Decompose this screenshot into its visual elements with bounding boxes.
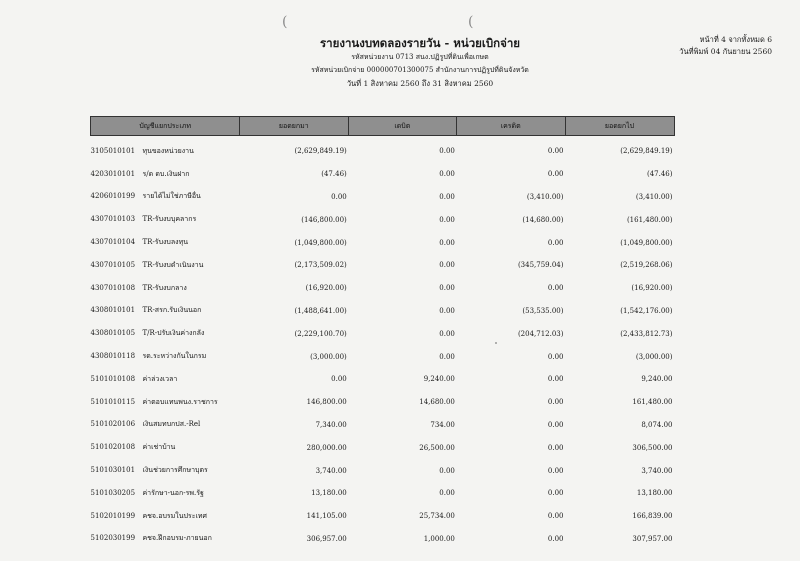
brought-forward-cell: 7,340.00 xyxy=(315,420,347,429)
carried-forward-cell: (161,480.00) xyxy=(626,215,673,224)
brought-forward-cell: 13,180.00 xyxy=(311,489,347,498)
table-row xyxy=(91,436,675,459)
account-cell xyxy=(91,277,240,300)
account-name: TR-รับงบดำเนินงาน xyxy=(142,260,204,269)
brought-forward-cell: (2,229,100.70) xyxy=(294,329,347,338)
account-name: ค่ารักษา-นอก-รพ.รัฐ xyxy=(142,488,204,497)
debit-cell: 0.00 xyxy=(439,238,455,247)
scan-mark: ( xyxy=(468,14,474,30)
account-cell xyxy=(91,300,240,323)
carried-forward-cell: (1,049,800.00) xyxy=(620,238,673,247)
account-name: คชจ.ฝึกอบรม-ภายนอก xyxy=(142,534,212,543)
carried-forward-cell: 161,480.00 xyxy=(632,398,673,407)
debit-cell: 25,734.00 xyxy=(419,512,455,521)
brought-forward-cell: (1,488,641.00) xyxy=(294,306,347,315)
table-row xyxy=(91,528,675,551)
credit-cell: 0.00 xyxy=(547,238,564,247)
account-name: ค่าเช่าบ้าน xyxy=(142,443,176,452)
account-name: T/R-ปรับเงินค่างกลัง xyxy=(142,329,205,338)
brought-forward-cell: (2,629,849.19) xyxy=(294,147,347,156)
account-code: 5102030199 xyxy=(90,534,136,543)
debit-cell: 0.00 xyxy=(439,352,455,361)
col-header-carried-forward: ยอดยกไป xyxy=(566,117,675,136)
account-code: 4308010101 xyxy=(90,306,136,315)
page-number: หน้าที่ 4 จากทั้งหมด 6 xyxy=(699,35,772,44)
credit-cell: 0.00 xyxy=(547,489,564,498)
report-title: รายงานงบทดลองรายวัน - หน่วยเบิกจ่าย xyxy=(319,36,521,50)
credit-cell: (345,759.04) xyxy=(517,261,564,270)
carried-forward-cell: 8,074.00 xyxy=(641,420,673,429)
account-name: รด.ระหว่างกันในกรม xyxy=(142,352,207,361)
debit-cell: 0.00 xyxy=(439,215,455,224)
credit-cell: 0.00 xyxy=(547,512,564,521)
account-name: เงินสมทบกปส.-Rel xyxy=(142,420,201,429)
account-code: 4203010101 xyxy=(90,169,136,178)
credit-cell: 0.00 xyxy=(547,284,564,293)
carried-forward-cell: (16,920.00) xyxy=(631,284,673,293)
account-name: ค่าล่วงเวลา xyxy=(142,374,178,383)
report-period: วันที่ 1 สิงหาคม 2560 ถึง 31 สิงหาคม 2560 xyxy=(346,79,494,88)
account-name: คชจ.อบรมในประเทศ xyxy=(142,511,207,520)
account-code: 5101030101 xyxy=(90,466,136,475)
account-code: 3105010101 xyxy=(90,146,136,155)
credit-cell: (14,680.00) xyxy=(522,215,564,224)
col-header-credit: เครดิต xyxy=(457,117,566,136)
carried-forward-cell: (3,410.00) xyxy=(635,192,673,201)
table-row xyxy=(91,505,675,528)
credit-cell: 0.00 xyxy=(547,352,564,361)
account-name: TR-รับงบลงทุน xyxy=(142,238,188,247)
table-row xyxy=(91,345,675,368)
account-cell xyxy=(91,482,240,505)
brought-forward-cell: 3,740.00 xyxy=(315,466,347,475)
brought-forward-cell: 141,105.00 xyxy=(306,512,347,521)
account-cell xyxy=(91,231,240,254)
account-code: 4307010108 xyxy=(90,283,136,292)
account-name: TR-รับงบบุคลากร xyxy=(142,215,197,224)
table-row xyxy=(91,391,675,414)
debit-cell: 0.00 xyxy=(439,329,455,338)
agency-line: รหัสหน่วยงาน 0713 สนง.ปฏิรูปที่ดินเพื่อเกษต xyxy=(351,53,489,61)
account-cell xyxy=(91,136,240,163)
table-row xyxy=(91,163,675,186)
account-cell xyxy=(91,345,240,368)
credit-cell: 0.00 xyxy=(547,398,564,407)
credit-cell: 0.00 xyxy=(547,147,564,156)
debit-cell: 14,680.00 xyxy=(419,398,455,407)
account-cell xyxy=(91,391,240,414)
carried-forward-cell: (2,433,812.73) xyxy=(620,329,673,338)
account-cell xyxy=(91,163,240,186)
account-cell xyxy=(91,505,240,528)
table-row xyxy=(91,322,675,345)
unit-line: รหัสหน่วยเบิกจ่าย 000000701300075 สำนักงานการปฏิรูปที่ดินจังหวัด xyxy=(311,66,529,74)
carried-forward-cell: (2,629,849.19) xyxy=(620,147,673,156)
account-name: TR-สรก.รับเงินนอก xyxy=(142,306,202,315)
account-code: 5101010115 xyxy=(90,397,136,406)
account-code: 5101020108 xyxy=(90,443,136,452)
credit-cell: (3,410.00) xyxy=(526,192,564,201)
table-row xyxy=(91,186,675,209)
brought-forward-cell: (16,920.00) xyxy=(305,284,347,293)
account-cell xyxy=(91,368,240,391)
table-row xyxy=(91,368,675,391)
carried-forward-cell: (2,519,268.06) xyxy=(620,261,673,270)
table-row xyxy=(91,277,675,300)
account-code: 5101020106 xyxy=(90,420,136,429)
debit-cell: 0.00 xyxy=(439,147,455,156)
credit-cell: 0.00 xyxy=(547,420,564,429)
debit-cell: 1,000.00 xyxy=(423,534,455,543)
col-header-account: บัญชีแยกประเภท xyxy=(91,117,240,136)
account-cell xyxy=(91,208,240,231)
credit-cell: 0.00 xyxy=(547,466,564,475)
debit-cell: 0.00 xyxy=(439,466,455,475)
brought-forward-cell: 306,957.00 xyxy=(306,534,347,543)
scan-mark: ( xyxy=(282,14,288,30)
carried-forward-cell: 306,500.00 xyxy=(632,443,673,452)
account-name: ทุนของหน่วยงาน xyxy=(142,146,194,155)
table-row xyxy=(91,482,675,505)
table-header-row xyxy=(91,117,675,136)
account-code: 4308010118 xyxy=(90,352,136,361)
debit-cell: 734.00 xyxy=(430,420,455,429)
account-code: 4307010105 xyxy=(90,260,136,269)
table-row xyxy=(91,414,675,437)
brought-forward-cell: (146,800.00) xyxy=(301,215,347,224)
brought-forward-cell: (2,173,509.02) xyxy=(294,261,347,270)
credit-cell: (204,712.03) xyxy=(517,329,564,338)
account-code: 4206010199 xyxy=(90,192,136,201)
carried-forward-cell: (47.46) xyxy=(646,170,673,179)
credit-cell: 0.00 xyxy=(547,443,564,452)
table-row xyxy=(91,254,675,277)
table-row xyxy=(91,459,675,482)
brought-forward-cell: 280,000.00 xyxy=(306,443,347,452)
account-code: 4308010105 xyxy=(90,329,136,338)
brought-forward-cell: (47.46) xyxy=(321,170,347,179)
account-name: เงินช่วยการศึกษาบุตร xyxy=(142,466,208,475)
debit-cell: 0.00 xyxy=(439,192,455,201)
debit-cell: 0.00 xyxy=(439,170,455,179)
debit-cell: 26,500.00 xyxy=(419,443,455,452)
debit-cell: 0.00 xyxy=(439,284,455,293)
carried-forward-cell: 3,740.00 xyxy=(641,466,673,475)
table-row xyxy=(91,208,675,231)
account-name: รายได้ไม่ใช่ภาษีอื่น xyxy=(142,192,201,201)
carried-forward-cell: (3,000.00) xyxy=(635,352,673,361)
brought-forward-cell: 146,800.00 xyxy=(306,398,347,407)
carried-forward-cell: (1,542,176.00) xyxy=(620,306,673,315)
account-cell xyxy=(91,459,240,482)
debit-cell: 9,240.00 xyxy=(423,375,455,384)
brought-forward-cell: (1,049,800.00) xyxy=(294,238,347,247)
carried-forward-cell: 166,839.00 xyxy=(632,512,673,521)
debit-cell: 0.00 xyxy=(439,306,455,315)
account-cell xyxy=(91,528,240,551)
brought-forward-cell: 0.00 xyxy=(331,192,347,201)
credit-cell: 0.00 xyxy=(547,534,564,543)
brought-forward-cell: 0.00 xyxy=(331,375,347,384)
debit-cell: 0.00 xyxy=(439,489,455,498)
trial-balance-table xyxy=(90,116,675,550)
table-row xyxy=(91,231,675,254)
brought-forward-cell: (3,000.00) xyxy=(310,352,347,361)
account-code: 4307010103 xyxy=(90,215,136,224)
account-cell xyxy=(91,322,240,345)
account-cell xyxy=(91,436,240,459)
account-cell xyxy=(91,186,240,209)
account-cell xyxy=(91,254,240,277)
debit-cell: 0.00 xyxy=(439,261,455,270)
account-code: 5101030205 xyxy=(90,488,136,497)
account-code: 5101010108 xyxy=(90,374,136,383)
report-header xyxy=(0,36,800,90)
col-header-debit: เดบิต xyxy=(349,117,457,136)
table-body xyxy=(91,136,675,551)
col-header-brought-forward: ยอดยกมา xyxy=(240,117,349,136)
account-name: ร/ด ดบ.เงินฝาก xyxy=(142,169,190,178)
carried-forward-cell: 9,240.00 xyxy=(641,375,673,384)
carried-forward-cell: 307,957.00 xyxy=(632,534,673,543)
account-name: ค่าตอบแทนพนง.ราชการ xyxy=(142,397,218,406)
print-date: วันที่พิมพ์ 04 กันยายน 2560 xyxy=(679,47,772,56)
table-row xyxy=(91,300,675,323)
credit-cell: 0.00 xyxy=(547,170,564,179)
credit-cell: 0.00 xyxy=(547,375,564,384)
account-code: 4307010104 xyxy=(90,238,136,247)
credit-cell: (53,535.00) xyxy=(522,306,564,315)
account-name: TR-รับงบกลาง xyxy=(142,283,187,292)
account-cell xyxy=(91,414,240,437)
account-code: 5102010199 xyxy=(90,511,136,520)
table-row xyxy=(91,136,675,163)
carried-forward-cell: 13,180.00 xyxy=(636,489,673,498)
